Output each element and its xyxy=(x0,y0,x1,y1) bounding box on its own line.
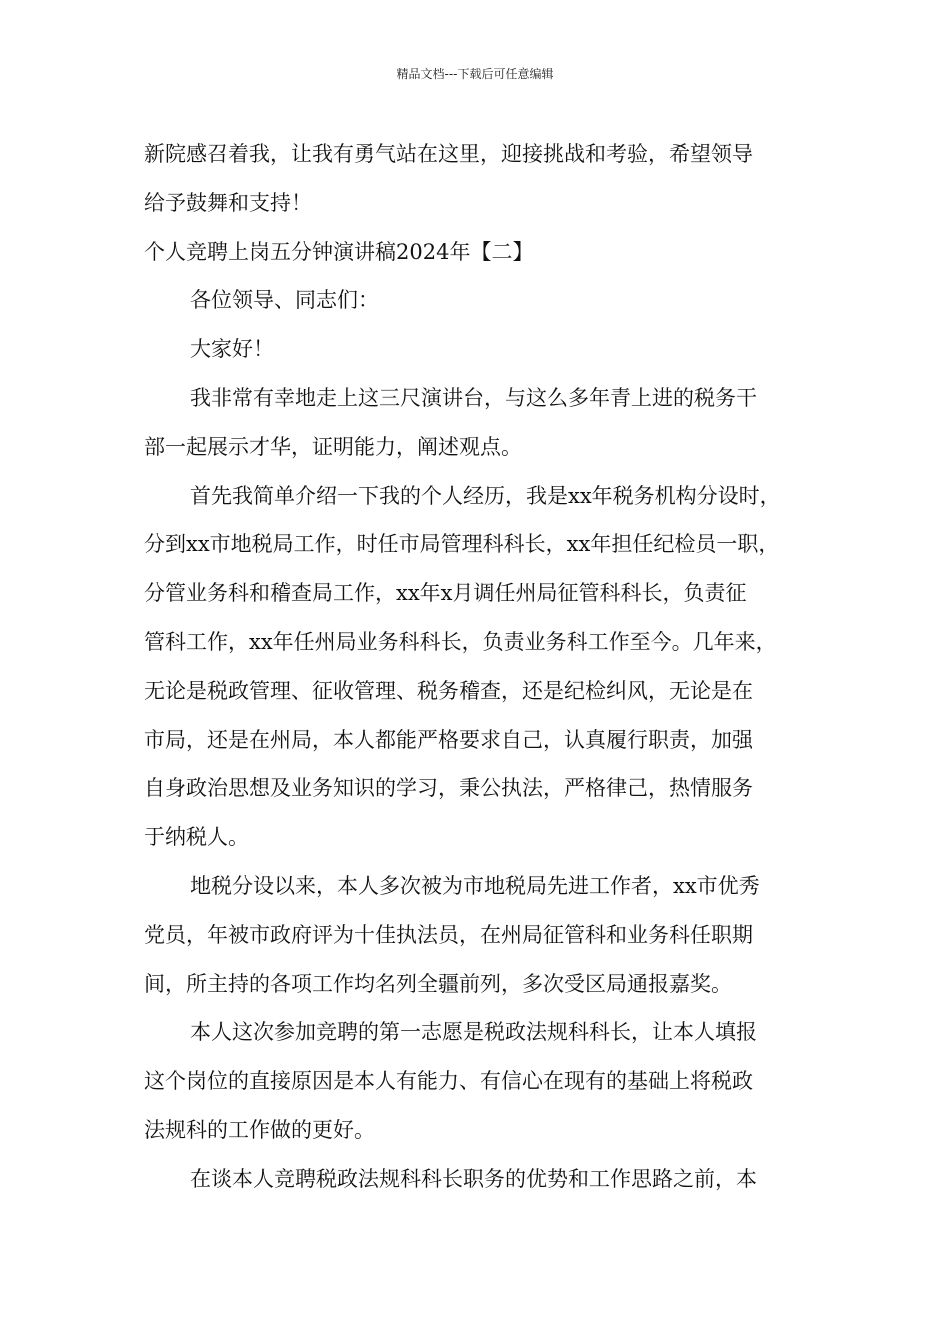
text-line: 无论是税政管理、征收管理、税务稽查，还是纪检纠风，无论是在 xyxy=(144,678,753,703)
text-line: 在谈本人竞聘税政法规科科长职务的优势和工作思路之前，本 xyxy=(190,1166,757,1191)
text-line: 我非常有幸地走上这三尺演讲台，与这么多年青上进的税务干 xyxy=(190,385,757,410)
text-line: 本人这次参加竞聘的第一志愿是税政法规科科长，让本人填报 xyxy=(190,1020,757,1045)
text-line: 首先我简单介绍一下我的个人经历，我是xx年税务机构分设时， xyxy=(190,483,781,508)
salutation: 各位领导、同志们： xyxy=(190,288,379,313)
page-header: 精品文档---下载后可任意编辑 xyxy=(396,67,554,81)
text-line: 于纳税人。 xyxy=(144,825,249,850)
text-line: 分管业务科和稽查局工作，xx年x月调任州局征管科科长，负责征 xyxy=(144,581,747,606)
text-line: 新院感召着我，让我有勇气站在这里，迎接挑战和考验，希望领导 xyxy=(144,142,753,166)
text-line: 部一起展示才华，证明能力，阐述观点。 xyxy=(144,434,522,459)
text-line: 间，所主持的各项工作均名列全疆前列，多次受区局通报嘉奖。 xyxy=(144,971,732,996)
text-line: 分到xx市地税局工作，时任市局管理科科长，xx年担任纪检员一职， xyxy=(144,532,780,557)
text-line: 法规科的工作做的更好。 xyxy=(144,1117,375,1142)
text-line: 地税分设以来，本人多次被为市地税局先进工作者，xx市优秀 xyxy=(190,873,760,898)
greeting: 大家好！ xyxy=(190,337,274,362)
section-title: 个人竞聘上岗五分钟演讲稿2024年【二】 xyxy=(144,239,534,264)
text-line: 管科工作，xx年任州局业务科科长，负责业务科工作至今。几年来， xyxy=(144,629,777,654)
document-body xyxy=(144,130,812,1204)
text-line: 给予鼓舞和支持！ xyxy=(144,190,312,215)
text-line: 市局，还是在州局，本人都能严格要求自己，认真履行职责，加强 xyxy=(144,727,753,752)
text-line: 党员，年被市政府评为十佳执法员，在州局征管科和业务科任职期 xyxy=(144,922,753,947)
text-line: 这个岗位的直接原因是本人有能力、有信心在现有的基础上将税政 xyxy=(144,1069,753,1094)
text-line: 自身政治思想及业务知识的学习，秉公执法，严格律己，热情服务 xyxy=(144,776,753,801)
